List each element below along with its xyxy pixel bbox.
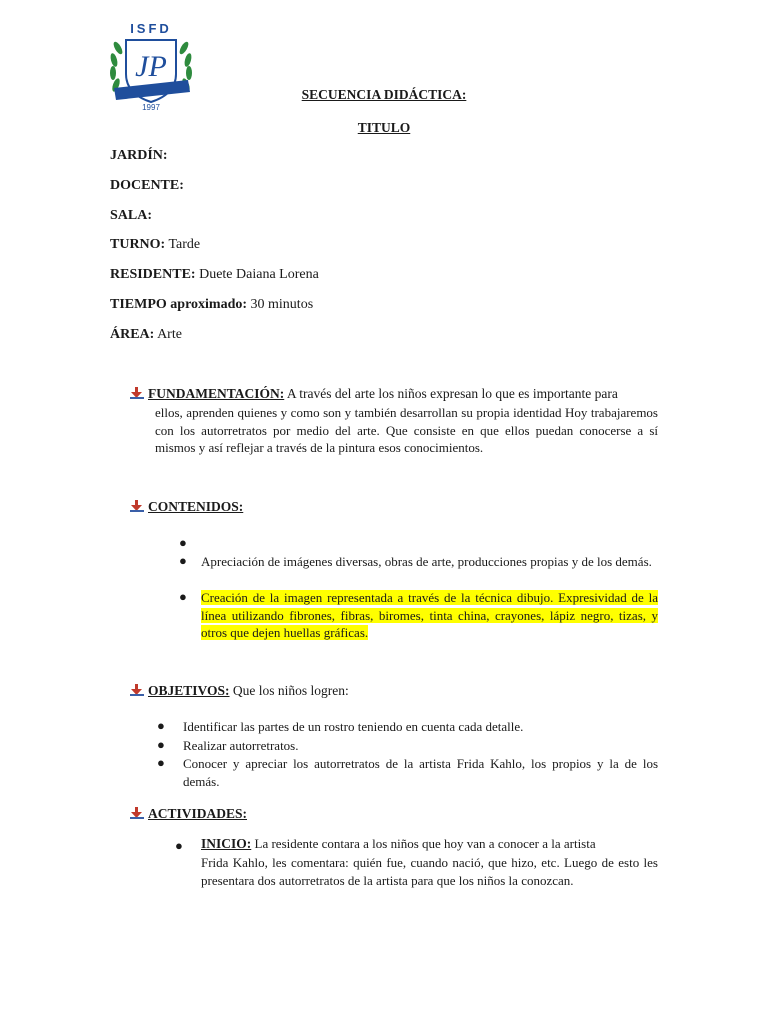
field-label: TURNO: [110, 237, 166, 252]
inicio-label: INICIO: [201, 836, 252, 851]
field-jardin [110, 148, 168, 164]
bullet-icon: ● [157, 755, 165, 770]
section-objetivos [130, 683, 349, 699]
field-turno [110, 237, 200, 253]
arrow-bullet-icon [130, 500, 144, 512]
actividades-heading: ACTIVIDADES: [148, 806, 248, 821]
field-value: 30 minutos [247, 297, 314, 312]
objetivos-item: Conocer y apreciar los autorretratos de la artista Frida Kahlo, los propios y la de los demás. [183, 756, 658, 789]
bullet-icon: ● [175, 838, 183, 853]
objetivos-item: Identificar las partes de un rostro teniendo en cuenta cada detalle. [183, 719, 524, 734]
fundamentacion-text-first: A través del arte los niños expresan lo que es importante para [284, 386, 618, 401]
inicio-first-line [201, 836, 596, 852]
field-value: Tarde [165, 237, 201, 252]
contenidos-item-highlighted [201, 589, 658, 642]
field-label: RESIDENTE: [110, 267, 196, 282]
arrow-bullet-icon [130, 807, 144, 819]
document-title: SECUENCIA DIDÁCTICA: [301, 87, 467, 102]
field-value: Duete Daiana Lorena [195, 267, 319, 282]
field-label: ÁREA: [110, 327, 155, 342]
bullet-icon: ● [157, 718, 165, 733]
field-docente [110, 178, 184, 194]
bullet-icon: ● [179, 535, 187, 550]
arrow-bullet-icon [130, 684, 144, 696]
section-actividades [130, 806, 247, 822]
field-value: Arte [154, 327, 182, 342]
contenidos-heading: CONTENIDOS: [148, 499, 244, 514]
field-sala [110, 208, 152, 224]
contenidos-item: Apreciación de imágenes diversas, obras de arte, producciones propias y de los demás. [201, 554, 652, 569]
section-contenidos [130, 499, 243, 515]
logo-year: 1997 [142, 103, 160, 112]
fundamentacion-text: ellos, aprenden quienes y como son y también desarrollan su propia identidad Hoy trabajaremos con los autorretratos por medio del arte. Que consiste en que ellos puedan conocerse a sí mismos y así reflejar a través de la pintura esos conocimientos. [155, 405, 658, 455]
field-area [110, 327, 182, 343]
fundamentacion-heading: FUNDAMENTACIÓN: [148, 386, 285, 401]
bullet-icon: ● [179, 553, 187, 568]
bullet-icon: ● [157, 737, 165, 752]
section-fundamentacion [130, 386, 618, 402]
field-residente [110, 267, 319, 283]
logo-top-text: ISFD [130, 21, 172, 36]
document-subtitle: TITULO [357, 120, 411, 135]
field-label: DOCENTE: [110, 178, 184, 193]
highlighted-text: Creación de la imagen representada a través de la técnica dibujo. Expresividad de la línea utilizando fibrones, fibras, biromes, tinta china, crayones, lápiz negro, tizas, y otros que dejen huellas gráficas. [201, 590, 658, 640]
objetivos-intro: Que los niños logren: [229, 683, 349, 698]
inicio-text-first: La residente contara a los niños que hoy van a conocer a la artista [251, 836, 596, 851]
objetivos-item: Realizar autorretratos. [183, 738, 299, 753]
arrow-bullet-icon [130, 387, 144, 399]
field-label: SALA: [110, 208, 153, 223]
field-label: TIEMPO aproximado: [110, 297, 248, 312]
inicio-text: Frida Kahlo, les comentara: quién fue, cuando nació, que hizo, etc. Luego de esto les presentara dos autorretratos de la artista para que los niños la conozcan. [201, 855, 658, 888]
field-label: JARDÍN: [110, 148, 168, 163]
objetivos-heading: OBJETIVOS: [148, 683, 230, 698]
bullet-icon: ● [179, 589, 187, 604]
logo-monogram: JP [135, 50, 167, 83]
field-tiempo [110, 297, 313, 313]
